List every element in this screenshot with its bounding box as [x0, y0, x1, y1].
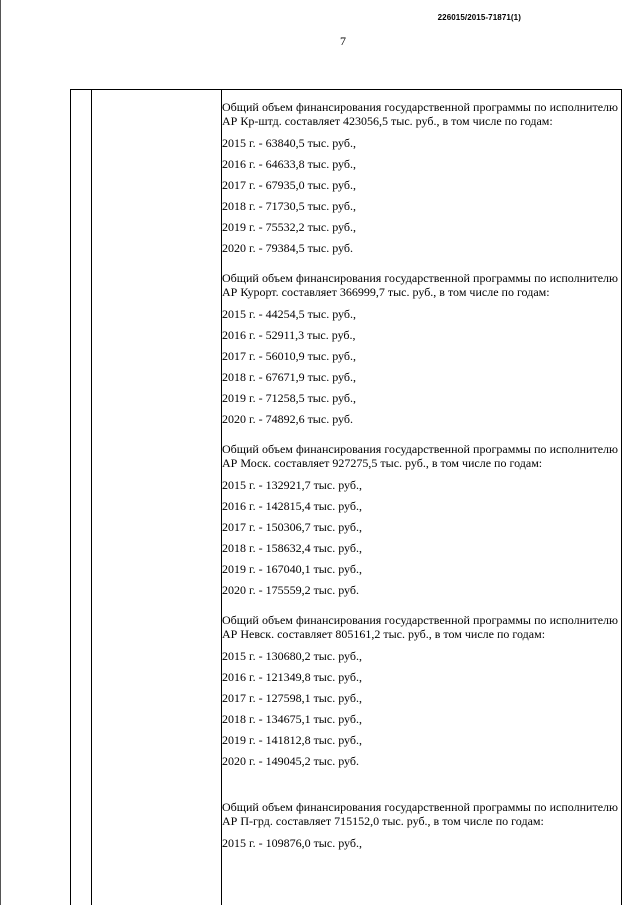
funding-block-nevsk — [222, 613, 618, 775]
year-amount-line: 2016 г. - 142815,4 тыс. руб., — [222, 499, 362, 513]
spacer — [222, 433, 618, 442]
funding-block-kr-shtd — [222, 100, 618, 262]
year-amount-line: 2020 г. - 175559,2 тыс. руб. — [222, 583, 359, 597]
year-amount-line: 2016 г. - 64633,8 тыс. руб., — [222, 157, 356, 171]
column-divider — [91, 90, 92, 905]
year-amount-line: 2017 г. - 67935,0 тыс. руб., — [222, 178, 356, 192]
year-amount-line: 2017 г. - 150306,7 тыс. руб., — [222, 520, 362, 534]
year-amount-line: 2015 г. - 109876,0 тыс. руб., — [222, 836, 362, 850]
year-amount-line: 2018 г. - 158632,4 тыс. руб., — [222, 541, 362, 555]
funding-intro: Общий объем финансирования государственной программы по исполнителю АР П-грд. составляет 715152,0 тыс. руб., в том числе по годам: — [222, 800, 618, 828]
funding-content — [222, 100, 618, 857]
year-amount-line: 2019 г. - 141812,8 тыс. руб., — [222, 733, 362, 747]
funding-block-mosk — [222, 442, 618, 604]
year-amount-line: 2020 г. - 79384,5 тыс. руб. — [222, 241, 353, 255]
year-amount-line: 2018 г. - 134675,1 тыс. руб., — [222, 712, 362, 726]
funding-block-kurort — [222, 271, 618, 433]
funding-intro: Общий объем финансирования государственной программы по исполнителю АР Моск. составляет 927275,5 тыс. руб., в том числе по годам: — [222, 442, 618, 470]
year-amount-line: 2020 г. - 74892,6 тыс. руб. — [222, 412, 353, 426]
year-amount-line: 2015 г. - 44254,5 тыс. руб., — [222, 307, 356, 321]
year-amount-line: 2018 г. - 71730,5 тыс. руб., — [222, 199, 356, 213]
funding-block-p-grd — [222, 800, 618, 857]
document-id: 226015/2015-71871(1) — [437, 13, 521, 22]
spacer — [222, 775, 618, 800]
year-amount-line: 2019 г. - 71258,5 тыс. руб., — [222, 391, 356, 405]
year-amount-line: 2017 г. - 56010,9 тыс. руб., — [222, 349, 356, 363]
spacer — [222, 262, 618, 271]
year-amount-line: 2015 г. - 130680,2 тыс. руб., — [222, 649, 362, 663]
page-edge — [0, 0, 1, 905]
year-amount-line: 2018 г. - 67671,9 тыс. руб., — [222, 370, 356, 384]
year-amount-line: 2015 г. - 63840,5 тыс. руб., — [222, 136, 356, 150]
spacer — [222, 604, 618, 613]
year-amount-line: 2017 г. - 127598,1 тыс. руб., — [222, 691, 362, 705]
year-amount-line: 2016 г. - 121349,8 тыс. руб., — [222, 670, 362, 684]
year-amount-line: 2016 г. - 52911,3 тыс. руб., — [222, 328, 356, 342]
funding-intro: Общий объем финансирования государственной программы по исполнителю АР Невск. составляет 805161,2 тыс. руб., в том числе по годам: — [222, 613, 618, 641]
year-amount-line: 2020 г. - 149045,2 тыс. руб. — [222, 754, 359, 768]
funding-intro: Общий объем финансирования государственной программы по исполнителю АР Курорт. составляет 366999,7 тыс. руб., в том числе по годам: — [222, 271, 618, 299]
funding-intro: Общий объем финансирования государственной программы по исполнителю АР Кр-штд. составляет 423056,5 тыс. руб., в том числе по годам: — [222, 100, 618, 128]
year-amount-line: 2019 г. - 75532,2 тыс. руб., — [222, 220, 356, 234]
year-amount-line: 2015 г. - 132921,7 тыс. руб., — [222, 478, 362, 492]
year-amount-line: 2019 г. - 167040,1 тыс. руб., — [222, 562, 362, 576]
page-number: 7 — [340, 34, 346, 48]
